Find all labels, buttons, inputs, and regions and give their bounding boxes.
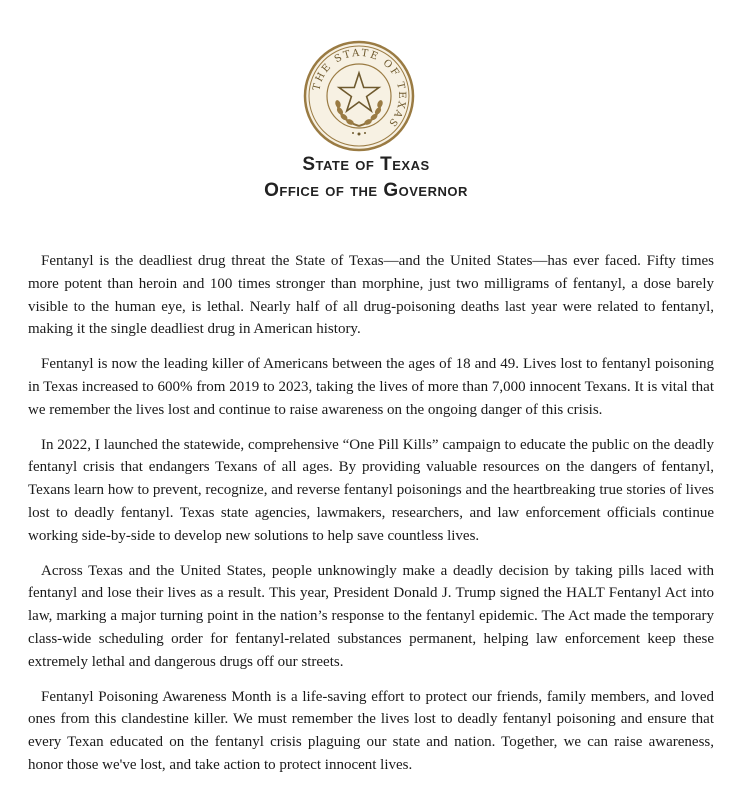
proclamation-body [28, 250, 714, 789]
paragraph-3: In 2022, I launched the statewide, comprehensive “One Pill Kills” campaign to educate the public on the deadly fentanyl crisis that endangers Texans of all ages. By providing valuable resources on the dangers of fentanyl, Texans learn how to prevent, recognize, and reverse fentanyl poisonings and the heartbreaking true stories of lives lost to deadly fentanyl. Texas state agencies, lawmakers, researchers, and law enforcement officials continue working side-by-side to develop new solutions to help save countless lives. [28, 436, 714, 544]
paragraph-1: Fentanyl is the deadliest drug threat the State of Texas—and the United States—has ever faced. Fifty times more potent than heroin and 100 times stronger than morphine, just two milligrams of fentanyl, a dose barely visible to the human eye, is lethal. Nearly half of all drug-poisoning deaths last year were related to fentanyl, making it the single deadliest drug in American history. [28, 253, 714, 338]
texas-seal-icon [303, 40, 415, 152]
paragraph-5: Fentanyl Poisoning Awareness Month is a life-saving effort to protect our friends, family members, and loved ones from this clandestine killer. We must remember the lives lost to deadly fentanyl poisoning and ensure that every Texan educated on the fentanyl crisis plaguing our state and nation. Together, we can raise awareness, honor those we've lost, and take action to protect innocent lives. [28, 688, 714, 773]
letterhead-state: State of Texas [302, 154, 430, 175]
letterhead-office: Office of the Governor [264, 180, 468, 201]
state-seal [303, 40, 415, 152]
seal-ring-text: THE STATE OF TEXAS [311, 47, 408, 130]
paragraph-2: Fentanyl is now the leading killer of Americans between the ages of 18 and 49. Lives lost to fentanyl poisoning in Texas increased to 600% from 2019 to 2023, taking the lives of more than 7,000 innocent Texans. It is vital that we remember the lives lost and continue to raise awareness on the ongoing danger of this crisis. [28, 356, 714, 418]
paragraph-4: Across Texas and the United States, people unknowingly make a deadly decision by taking pills laced with fentanyl and lose their lives as a result. This year, President Donald J. Trump signed the HALT Fentanyl Act into law, marking a major turning point in the nation’s response to the fentanyl epidemic. The Act made the temporary class-wide scheduling order for fentanyl-related substances permanent, helping law enforcement keep these extremely lethal and dangerous drugs off our streets. [28, 562, 714, 670]
